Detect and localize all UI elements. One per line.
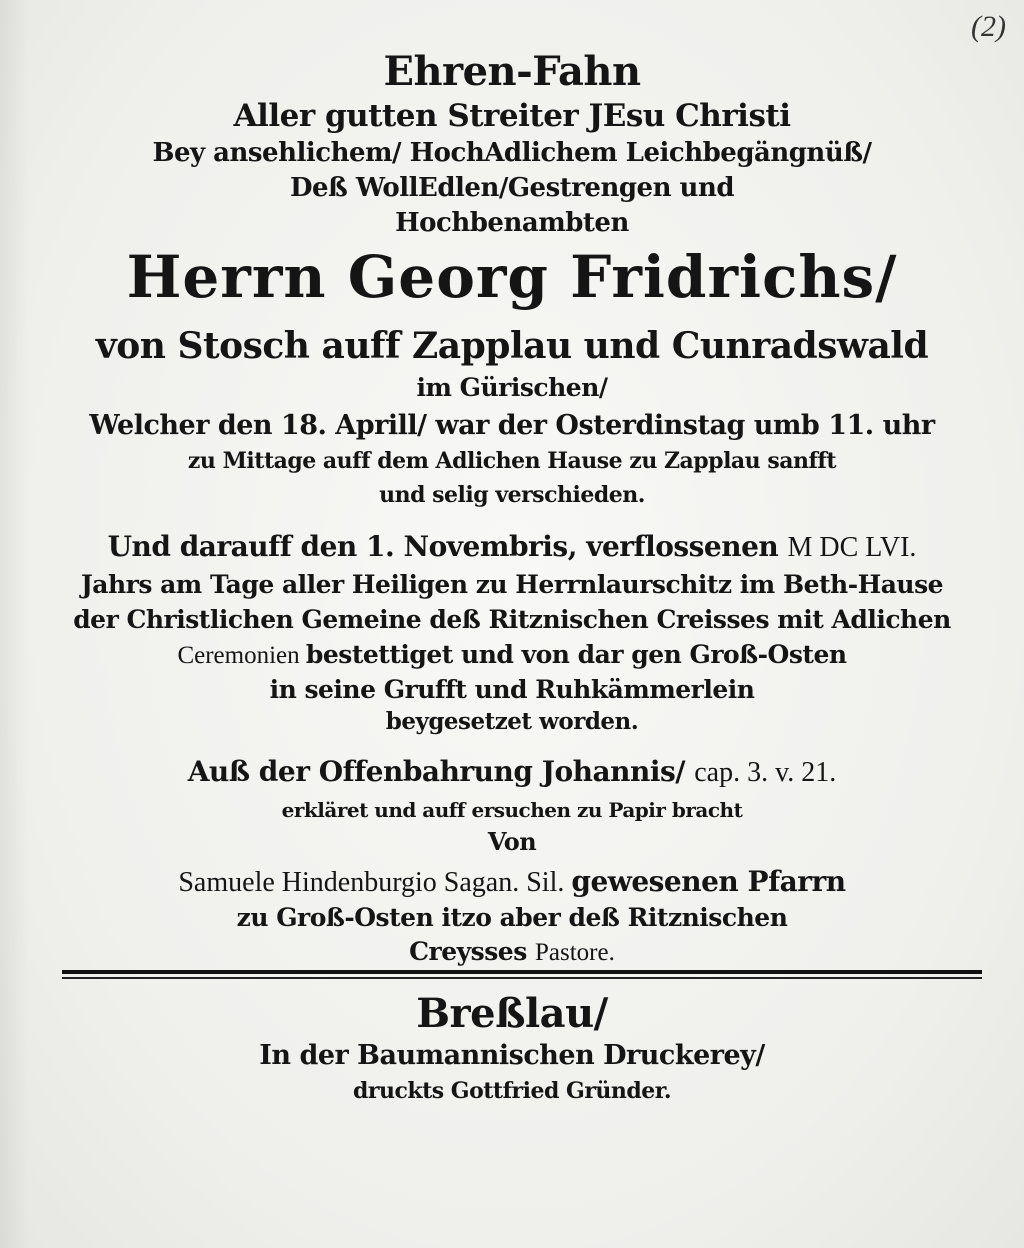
separator-rule-thin (62, 977, 982, 979)
title-line-9: Welcher den 18. Aprill/ war der Osterdinstag umb 11. uhr (89, 410, 935, 441)
title-line-4: Deß WollEdlen/Gestrengen und (289, 173, 735, 203)
source-chapter-verse: cap. 3. v. 21. (694, 757, 837, 788)
burial-verflossenen: verflossenen (586, 530, 788, 563)
separator-rule (62, 970, 982, 974)
title-line-ehren-fahn: Ehren-Fahn (383, 48, 641, 95)
imprint-city: Breßlau/ (416, 990, 608, 1037)
author-line-2: zu Groß-Osten itzo aber deß Ritznischen (236, 903, 788, 932)
title-line-8: im Gürischen/ (416, 373, 608, 402)
burial-line-5: in seine Grufft und Ruhkämmerlein (269, 675, 755, 704)
burial-line-4 (0, 640, 1024, 670)
author-pastore: Pastore. (534, 939, 615, 966)
burial-line-2: Jahrs am Tage aller Heiligen zu Herrnlaurschitz im Beth-Hause (80, 570, 944, 599)
author-former-office: gewesenen Pfarrn (571, 865, 846, 898)
imprint-printer: In der Baumannischen Druckerey/ (259, 1040, 765, 1071)
source-offenbahrung: Auß der Offenbahrung Johannis/ (187, 755, 695, 788)
author-creysses: Creysses (409, 937, 535, 966)
burial-line-3: der Christlichen Gemeine deß Ritznischen Creisses mit Adlichen (73, 605, 951, 634)
title-line-11: und selig verschieden. (379, 482, 645, 508)
burial-date-text: Und darauff den 1. Novembris, (107, 530, 587, 563)
author-line (0, 865, 1024, 899)
title-line-3: Bey ansehlichem/ HochAdlichem Leichbegängnüß/ (152, 138, 872, 168)
source-line-1 (0, 755, 1024, 789)
title-line-5: Hochbenambten (395, 208, 629, 238)
title-line-7: von Stosch auff Zapplau und Cunradswald (95, 325, 929, 367)
title-line-2: Aller gutten Streiter JEsu Christi (233, 98, 791, 134)
burial-line-1 (0, 530, 1024, 564)
imprint-printed-by: druckts Gottfried Gründer. (352, 1078, 672, 1104)
burial-ceremonien: Ceremonien (177, 642, 306, 669)
deceased-name: Herrn Georg Fridrichs/ (126, 243, 898, 311)
title-line-10: zu Mittage auff dem Adlichen Hause zu Zapplau sanfft (187, 448, 837, 474)
burial-year: M DC LVI. (787, 532, 917, 563)
burial-bestettiget: bestettiget und von dar gen Groß-Osten (305, 640, 847, 669)
author-name: Samuele Hindenburgio Sagan. Sil. (178, 867, 572, 898)
source-line-von: Von (487, 827, 537, 856)
burial-line-6: beygesetzet worden. (385, 708, 639, 735)
source-line-2: erkläret und auff ersuchen zu Papir bracht (281, 798, 743, 822)
author-line-3 (0, 937, 1024, 967)
page-number: (2) (971, 10, 1006, 43)
